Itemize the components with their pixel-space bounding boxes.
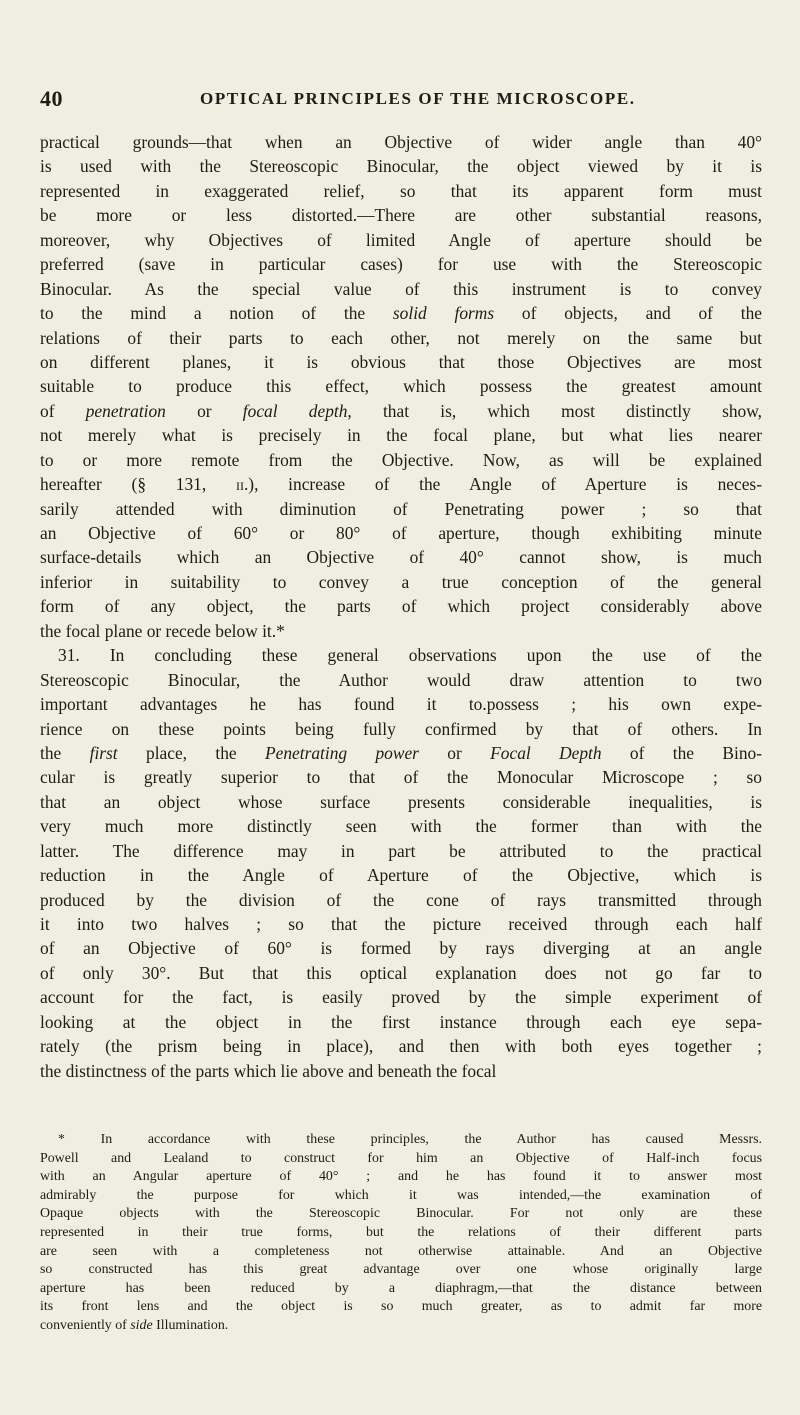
body-line: be more or less distorted.—There are other substantial reasons, [40,205,762,226]
body-line: an Objective of 60° or 80° of aperture, though exhibiting minute [40,523,762,543]
body-line: 31. In concluding these general observations upon the use of the [58,645,762,666]
body-text [40,130,762,1083]
running-title: OPTICAL PRINCIPLES OF THE MICROSCOPE. [200,89,636,108]
body-line: of only 30°. But that this optical explanation does not go far to [40,962,762,983]
footnote-line: represented in their true forms, but the relations of their different parts [40,1224,762,1240]
body-line: preferred (save in particular cases) for use with the Stereoscopic [40,254,762,275]
body-line: is used with the Stereoscopic Binocular, the object viewed by it is [40,156,762,177]
body-line: Stereoscopic Binocular, the Author would draw attention to two [40,669,762,690]
footnote-line: aperture has been reduced by a diaphragm,—that the distance between [40,1280,762,1296]
body-line: Binocular. As the special value of this instrument is to convey [40,278,762,299]
body-line: practical grounds—that when an Objective of wider angle than 40° [40,132,762,152]
footnote-line: Powell and Lealand to construct for him an Objective of Half-inch focus [40,1150,762,1166]
body-line: account for the fact, is easily proved by the simple experiment of [40,987,762,1008]
body-line: on different planes, it is obvious that those Objectives are most [40,351,762,372]
body-line: form of any object, the parts of which project considerably above [40,596,762,617]
body-line: sarily attended with diminution of Penetrating power ; so that [40,498,762,519]
body-line: of penetration or focal depth, that is, which most distinctly show, [40,400,762,421]
body-line: surface-details which an Objective of 40° cannot show, is much [40,547,762,568]
footnote-line: are seen with a completeness not otherwise attainable. And an Objective [40,1243,762,1259]
footnote [40,1131,762,1336]
body-line: not merely what is precisely in the focal plane, but what lies nearer [40,425,762,446]
footnote-line: its front lens and the object is so much greater, as to admit far more [40,1299,762,1315]
footnote-line: so constructed has this great advantage over one whose originally large [40,1262,762,1278]
body-line: rience on these points being fully confirmed by that of others. In [40,718,762,739]
body-line: rately (the prism being in place), and then with both eyes together ; [40,1036,762,1057]
footnote-line: Opaque objects with the Stereoscopic Binocular. For not only are these [40,1206,762,1222]
body-line: looking at the object in the first instance through each eye sepa- [40,1011,762,1032]
body-line: moreover, why Objectives of limited Angle of aperture should be [40,229,762,250]
body-line: the distinctness of the parts which lie above and beneath the focal [40,1060,497,1081]
body-line: it into two halves ; so that the picture received through each half [40,914,762,934]
body-line: to the mind a notion of the solid forms of objects, and of the [40,303,762,324]
body-line: to or more remote from the Objective. Now, as will be explained [40,449,762,470]
body-line: important advantages he has found it to.possess ; his own expe- [40,694,762,715]
body-line: that an object whose surface presents considerable inequalities, is [40,791,762,812]
body-line: suitable to produce this effect, which possess the greatest amount [40,376,762,397]
footnote-line: with an Angular aperture of 40° ; and he has found it to answer most [40,1169,762,1185]
footnote-line: conveniently of side Illumination. [40,1317,229,1333]
body-line: produced by the division of the cone of rays transmitted through [40,889,762,910]
running-head [40,86,760,114]
page-number: 40 [40,86,63,111]
body-line: of an Objective of 60° is formed by rays diverging at an angle [40,938,762,959]
body-line: latter. The difference may in part be attributed to the practical [40,840,762,861]
body-line: cular is greatly superior to that of the Monocular Microscope ; so [40,767,762,788]
body-line: relations of their parts to each other, not merely on the same but [40,327,762,348]
footnote-line: admirably the purpose for which it was intended,—the examination of [40,1187,762,1203]
body-line: reduction in the Angle of Aperture of the Objective, which is [40,865,762,886]
body-line: the focal plane or recede below it.* [40,620,285,641]
body-line: hereafter (§ 131, ii.), increase of the Angle of Aperture is neces- [40,474,762,495]
footnote-line: * In accordance with these principles, the Author has caused Messrs. [58,1132,762,1147]
body-line: inferior in suitability to convey a true conception of the general [40,571,762,592]
body-line: represented in exaggerated relief, so that its apparent form must [40,180,762,201]
body-line: the first place, the Penetrating power or Focal Depth of the Bino- [40,742,762,763]
body-line: very much more distinctly seen with the former than with the [40,816,762,837]
